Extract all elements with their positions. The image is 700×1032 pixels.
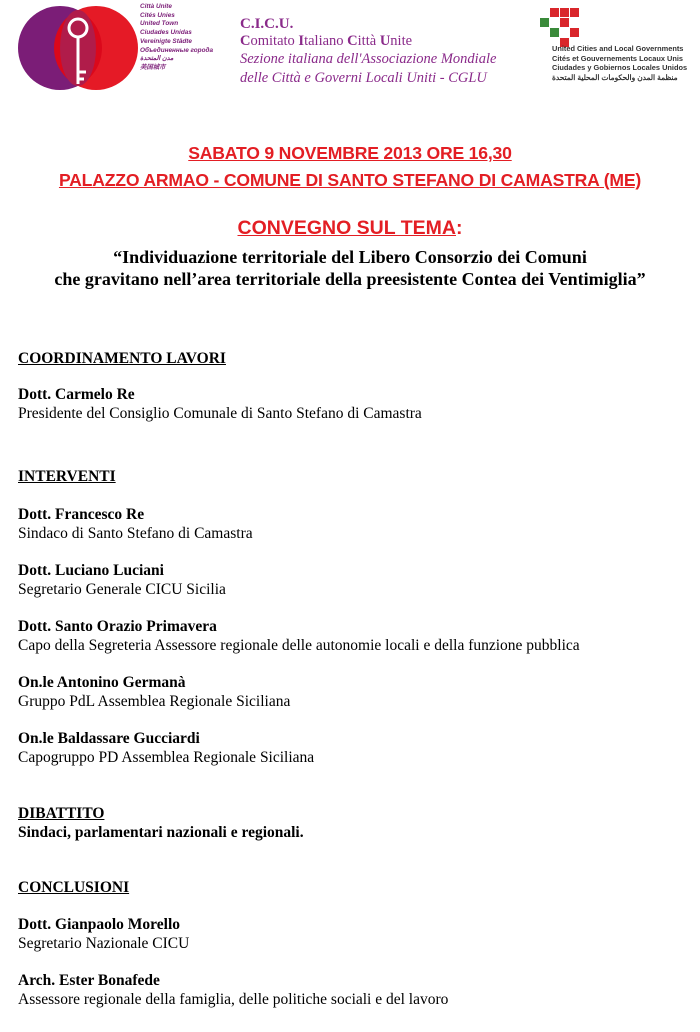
speaker-name: Dott. Francesco Re <box>18 506 145 523</box>
speaker-role: Capogruppo PD Assemblea Regionale Siciliana <box>18 749 315 766</box>
name-line: Cités Unies <box>140 11 175 19</box>
org-name: Comitato Italiano Città Unite <box>240 33 413 49</box>
event-date: SABATO 9 NOVEMBRE 2013 ORE 16,30 <box>188 143 512 163</box>
name-line: Ciudades Unidas <box>140 29 192 37</box>
speaker-name: Arch. Ester Bonafede <box>18 972 160 989</box>
coordinator-name: Dott. Carmelo Re <box>18 386 135 403</box>
speaker-name: Dott. Gianpaolo Morello <box>18 916 181 933</box>
uclg-line: Cités et Gouvernements Locaux Unis <box>552 53 684 63</box>
speaker-role: Assessore regionale della famiglia, delle politiche sociali e del lavoro <box>18 991 449 1008</box>
letterhead <box>0 0 700 110</box>
org-acronym: C.I.C.U. <box>240 16 294 32</box>
dibattito-text: Sindaci, parlamentari nazionali e regionali. <box>18 824 304 841</box>
name-line: 美国城市 <box>140 63 166 71</box>
section-heading-dibattito: DIBATTITO <box>18 805 105 822</box>
speaker-role: Gruppo PdL Assemblea Regionale Siciliana <box>18 693 291 710</box>
event-venue: PALAZZO ARMAO - COMUNE DI SANTO STEFANO DI CAMASTRA (ME) <box>58 170 642 190</box>
speaker-name: On.le Antonino Germanà <box>18 674 186 691</box>
section-heading-conclusioni: CONCLUSIONI <box>18 879 130 896</box>
speaker-name: Dott. Luciano Luciani <box>18 562 164 579</box>
multilingual-names <box>140 3 225 73</box>
coordinator-role: Presidente del Consiglio Comunale di Santo Stefano di Camastra <box>18 405 422 422</box>
name-line: مدن المتحدة <box>140 55 174 63</box>
name-line: Объединенные города <box>140 46 213 54</box>
name-line: United Town <box>140 20 179 28</box>
name-line: Città Unite <box>140 3 172 10</box>
speaker-role: Capo della Segreteria Assessore regionale delle autonomie locali e della funzione pubblica <box>18 637 580 654</box>
uclg-line: United Cities and Local Governments <box>552 44 684 53</box>
speaker-role: Segretario Nazionale CICU <box>18 935 190 952</box>
uclg-logo <box>532 6 582 48</box>
name-line: Vereinigte Städte <box>140 37 192 45</box>
uclg-line-arabic: منظمة المدن والحكومات المحلية المتحدة <box>552 72 678 82</box>
cicu-logo <box>18 2 138 94</box>
theme-line-1: “Individuazione territoriale del Libero Consorzio dei Comuni <box>113 247 587 267</box>
theme-line-2: che gravitano nell’area territoriale della preesistente Contea dei Ventimiglia” <box>54 269 646 289</box>
speaker-name: On.le Baldassare Gucciardi <box>18 730 200 747</box>
section-heading-interventi: INTERVENTI <box>18 468 116 485</box>
speaker-role: Sindaco di Santo Stefano di Camastra <box>18 525 253 542</box>
speaker-name: Dott. Santo Orazio Primavera <box>18 618 217 635</box>
org-description-line1: Sezione italiana dell'Associazione Mondiale <box>240 51 497 67</box>
speaker-role: Segretario Generale CICU Sicilia <box>18 581 226 598</box>
uclg-line: Ciudades y Gobiernos Locales Unidos <box>552 63 688 73</box>
section-heading-coordinamento: COORDINAMENTO LAVORI <box>18 350 226 367</box>
convegno-heading: CONVEGNO SUL TEMA: <box>237 217 463 239</box>
uclg-names <box>552 44 697 82</box>
org-description-line2: delle Città e Governi Locali Uniti - CGLU <box>240 70 487 86</box>
org-identity <box>240 16 540 88</box>
